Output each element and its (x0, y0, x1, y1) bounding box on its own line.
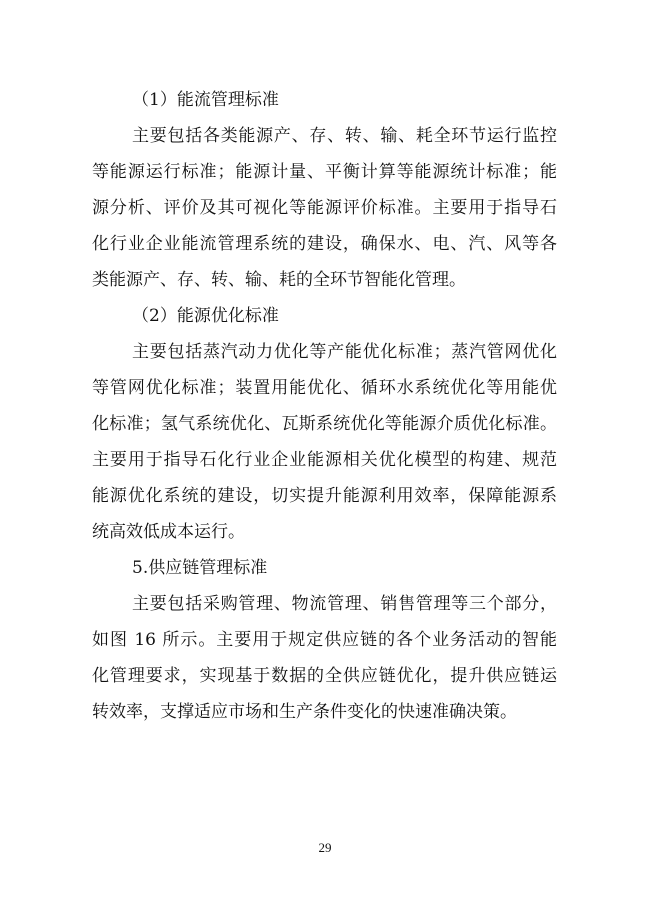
section-heading-supply-chain: 5.供应链管理标准 (132, 558, 268, 578)
paragraph-supply-chain (92, 586, 557, 730)
section-heading-energy-flow: （1）能流管理标准 (132, 90, 279, 110)
text-line: 化管理要求，实现基于数据的全供应链优化，提升供应链运 (92, 666, 557, 686)
text-line: 类能源产、存、转、输、耗的全环节智能化管理。 (92, 270, 466, 290)
text-line: 源分析、评价及其可视化等能源评价标准。主要用于指导石 (92, 198, 557, 218)
text-line: 转效率，支撑适应市场和生产条件变化的快速准确决策。 (92, 702, 517, 722)
text-line: 能源优化系统的建设，切实提升能源利用效率，保障能源系 (92, 486, 557, 506)
paragraph-energy-flow (92, 118, 557, 298)
page-content (92, 82, 557, 730)
text-line: 主要包括采购管理、物流管理、销售管理等三个部分， (132, 594, 557, 614)
text-line: 主要用于指导石化行业企业能源相关优化模型的构建、规范 (92, 450, 557, 470)
text-line: 如图 16 所示。主要用于规定供应链的各个业务活动的智能 (92, 630, 557, 650)
text-line: 主要包括蒸汽动力优化等产能优化标准；蒸汽管网优化 (132, 342, 557, 362)
text-line: 主要包括各类能源产、存、转、输、耗全环节运行监控 (132, 126, 557, 146)
text-line: 等能源运行标准；能源计量、平衡计算等能源统计标准；能 (92, 162, 557, 182)
section-heading-energy-optimization: （2）能源优化标准 (132, 306, 279, 326)
paragraph-energy-optimization (92, 334, 557, 550)
text-line: 化行业企业能流管理系统的建设，确保水、电、汽、风等各 (92, 234, 557, 254)
text-line: 等管网优化标准；装置用能优化、循环水系统优化等用能优 (92, 378, 557, 398)
text-line: 统高效低成本运行。 (92, 522, 245, 542)
text-line: 化标准；氢气系统优化、瓦斯系统优化等能源介质优化标准。 (92, 414, 557, 434)
page-number: 29 (318, 840, 332, 855)
